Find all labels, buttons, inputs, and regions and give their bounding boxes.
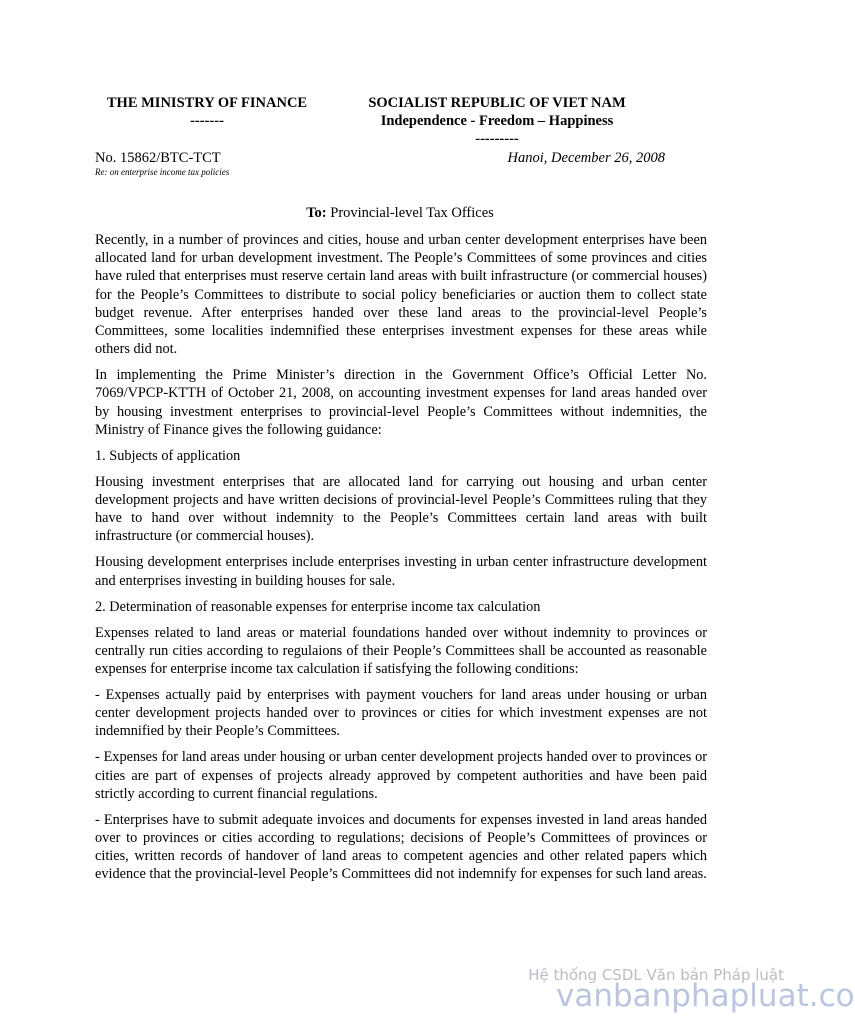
document-header	[0, 94, 800, 150]
issuing-agency: THE MINISTRY OF FINANCE	[106, 95, 308, 111]
document-subject: Re: on enterprise income tax policies	[95, 167, 230, 177]
document-body	[95, 231, 707, 891]
place-and-date: Hanoi, December 26, 2008	[507, 150, 665, 166]
national-motto: Independence - Freedom – Happiness	[380, 113, 614, 129]
section-heading: 1. Subjects of application	[95, 447, 241, 464]
document-number: No. 15862/BTC-TCT	[95, 150, 221, 166]
condition-item: - Expenses for land areas under housing or urban center development projects handed over to provinces or cities are part of expenses of projects already approved by competent authorities and have been paid strictly according to current financial regulations.	[95, 749, 707, 802]
addressee-label: To:	[306, 205, 327, 221]
section-heading: 2. Determination of reasonable expenses for enterprise income tax calculation	[95, 598, 541, 615]
condition-item: - Expenses actually paid by enterprises with payment vouchers for land areas under housing or urban center development projects handed over to provinces or cities for which investment expenses are not indemnified by their People’s Committees.	[95, 687, 707, 740]
motto-divider: ---------	[475, 131, 519, 147]
paragraph: Recently, in a number of provinces and cities, house and urban center development enterprises have been allocated land for urban development investment. The People’s Committees of some provinces and cities have ruled that enterprises must reserve certain land areas with built infrastructure (or commercial houses) for the People’s Committees to distribute to social policy beneficiaries or auction them to collect state budget revenue. After enterprises handed over these land areas to the provincial-level People’s Committees, some localities indemnified these enterprises investment expenses for these areas while others did not.	[95, 232, 707, 358]
addressee-line	[0, 205, 800, 222]
paragraph: Housing investment enterprises that are allocated land for carrying out housing and urban center development projects and have written decisions of provincial-level People’s Committees ruling that they have to hand over without indemnity to the People’s Committees certain land areas with built infrastructure (or commercial houses).	[95, 473, 707, 545]
agency-divider: -------	[190, 113, 224, 129]
watermark-caption: Hệ thống CSDL Văn bản Pháp luật	[528, 966, 784, 984]
paragraph: Expenses related to land areas or material foundations handed over without indemnity to provinces or centrally run cities according to regulaions of their People’s Committees shall be accounted as reasonable expenses for enterprise income tax calculation if satisfying the following conditions:	[95, 624, 707, 678]
document-meta	[95, 150, 665, 182]
paragraph: Housing development enterprises include enterprises investing in urban center infrastructure development and enterprises investing in building houses for sale.	[95, 554, 707, 589]
watermark-site: vanbanphapluat.co	[556, 978, 855, 1014]
national-title: SOCIALIST REPUBLIC OF VIET NAM	[368, 95, 626, 111]
paragraph: In implementing the Prime Minister’s direction in the Government Office’s Official Letter No. 7069/VPCP-KTTH of October 21, 2008, on accounting investment expenses for land areas handed over by housing investment enterprises to provincial-level People’s Committees without indemnities, the Ministry of Finance gives the following guidance:	[95, 367, 707, 438]
condition-item: - Enterprises have to submit adequate invoices and documents for expenses invested in land areas handed over to provinces or cities according to regulations; decisions of People’s Committees of provinces or cities, written records of handover of land areas to competent agencies and other related papers which evidence that the provincial-level People’s Committees did not indemnify for expenses for such land areas.	[95, 811, 707, 883]
addressee-value: Provincial-level Tax Offices	[326, 205, 494, 221]
